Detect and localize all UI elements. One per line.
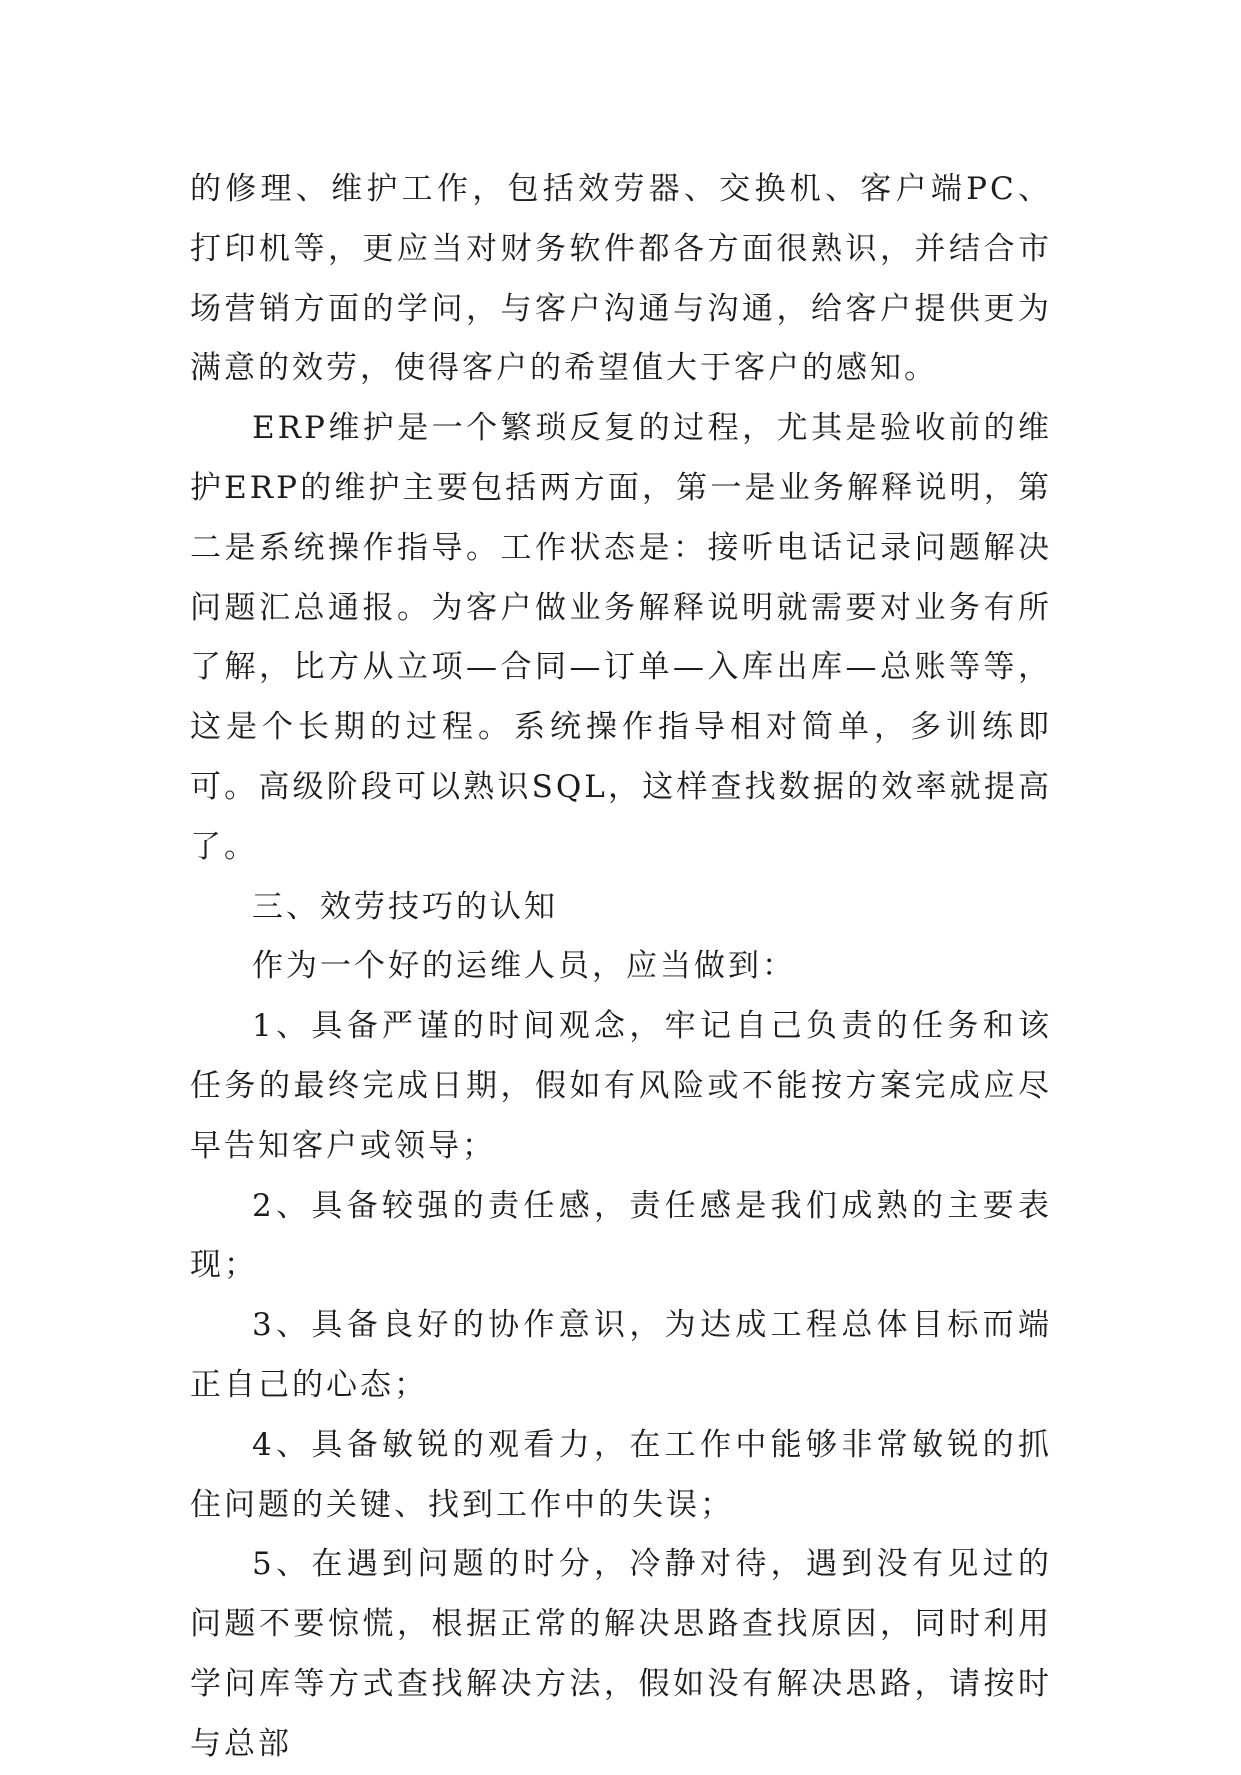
list-item-1: 1、具备严谨的时间观念，牢记自己负责的任务和该任务的最终完成日期，假如有风险或不能按方案完成应尽早告知客户或领导； xyxy=(190,1008,1052,1164)
list-item-3: 3、具备良好的协作意识，为达成工程总体目标而端正自己的心态； xyxy=(190,1307,1052,1403)
list-item-5: 5、在遇到问题的时分，冷静对待，遇到没有见过的问题不要惊慌，根据正常的解决思路查找原因，同时利用学问库等方式查找解决方法，假如没有解决思路，请按时与总部 xyxy=(190,1546,1052,1762)
list-item-2: 2、具备较强的责任感，责任感是我们成熟的主要表现； xyxy=(190,1187,1052,1284)
document-body xyxy=(190,160,1052,1775)
list-item-4: 4、具备敏锐的观看力，在工作中能够非常敏锐的抓住问题的关键、找到工作中的失误； xyxy=(190,1426,1052,1523)
paragraph-erp-maintenance: ERP维护是一个繁琐反复的过程，尤其是验收前的维护ERP的维护主要包括两方面，第一是业务解释说明，第二是系统操作指导。工作状态是：接听电话记录问题解决问题汇总通报。为客户做业务解释说明就需要对业务有所了解，比方从立项—合同—订单—入库出库—总账等等，这是个长期的过程。系统操作指导相对简单，多训练即可。高级阶段可以熟识SQL，这样查找数据的效率就提高了。 xyxy=(190,410,1052,865)
paragraph-intro: 作为一个好的运维人员，应当做到： xyxy=(252,948,796,985)
section-heading: 三、效劳技巧的认知 xyxy=(252,888,558,925)
paragraph-continued: 的修理、维护工作，包括效劳器、交换机、客户端PC、打印机等，更应当对财务软件都各方面很熟识，并结合市场营销方面的学问，与客户沟通与沟通，给客户提供更为满意的效劳，使得客户的希望值大于客户的感知。 xyxy=(190,171,1052,387)
